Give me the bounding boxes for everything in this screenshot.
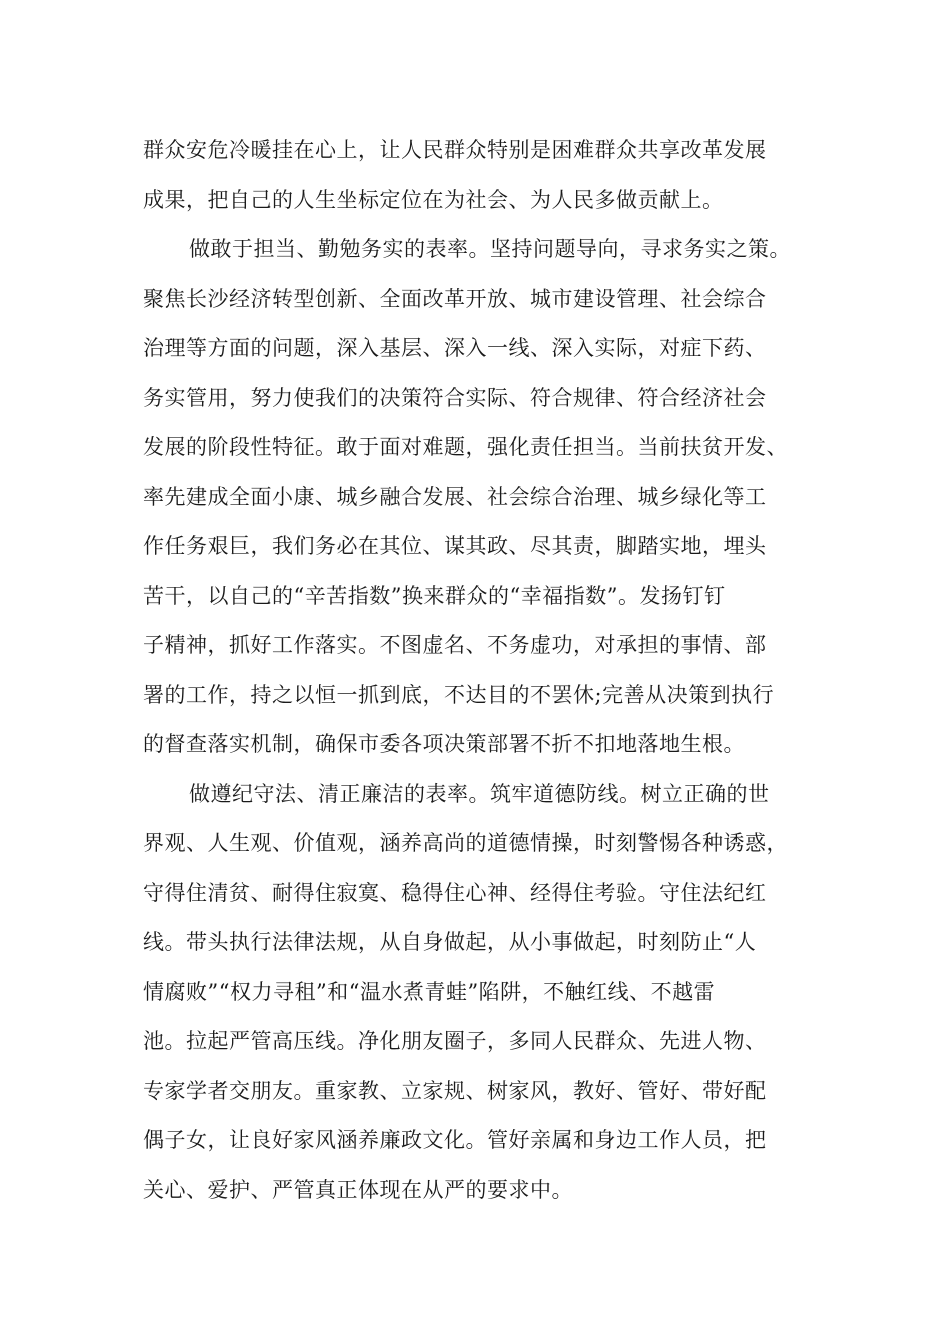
paragraph-1 — [143, 126, 815, 225]
text-line: 守得住清贫、耐得住寂寞、稳得住心神、经得住考验。守住法纪红 — [143, 880, 767, 905]
text-line: 聚焦长沙经济转型创新、全面改革开放、城市建设管理、社会综合 — [143, 286, 767, 311]
text-line: 子精神，抓好工作落实。不图虚名、不务虚功，对承担的事情、部 — [143, 633, 767, 657]
text-line: 界观、人生观、价值观，涵养高尚的道德情操，时刻警惕各种诱惑， — [143, 831, 788, 855]
body-text — [143, 126, 815, 1215]
text-line: 群众安危冷暖挂在心上，让人民群众特别是困难群众共享改革发展 — [143, 138, 767, 162]
text-line: 池。拉起严管高压线。净化朋友圈子，多同人民群众、先进人物、 — [143, 1029, 767, 1053]
text-line: 专家学者交朋友。重家教、立家规、树家风，教好、管好、带好配 — [143, 1078, 767, 1103]
text-line: 情腐败”“权力寻租”和“温水煮青蛙”陷阱，不触红线、不越雷 — [143, 979, 716, 1004]
text-line: 做遵纪守法、清正廉洁的表率。筑牢道德防线。树立正确的世 — [189, 781, 770, 806]
text-line: 务实管用，努力使我们的决策符合实际、符合规律、符合经济社会 — [143, 385, 767, 410]
text-line: 署的工作，持之以恒一抓到底，不达目的不罢休;完善从决策到执行 — [143, 682, 775, 707]
text-line: 的督查落实机制，确保市委各项决策部署不折不扣地落地生根。 — [143, 732, 745, 756]
text-line: 率先建成全面小康、城乡融合发展、社会综合治理、城乡绿化等工 — [143, 484, 767, 509]
text-line: 治理等方面的问题，深入基层、深入一线、深入实际，对症下药、 — [143, 336, 767, 360]
text-line: 关心、爱护、严管真正体现在从严的要求中。 — [143, 1177, 573, 1202]
text-line: 作任务艰巨，我们务必在其位、谋其政、尽其责，脚踏实地，埋头 — [143, 534, 767, 558]
text-line: 成果，把自己的人生坐标定位在为社会、为人民多做贡献上。 — [143, 187, 724, 212]
text-line: 做敢于担当、勤勉务实的表率。坚持问题导向，寻求务实之策。 — [189, 237, 791, 261]
text-line: 苦干，以自己的“辛苦指数”换来群众的“幸福指数”。发扬钉钉 — [143, 583, 726, 608]
paragraph-2 — [143, 225, 815, 770]
text-line: 线。带头执行法律法规，从自身做起，从小事做起，时刻防止“人 — [143, 930, 757, 954]
paragraph-3 — [143, 770, 815, 1216]
text-line: 偶子女，让良好家风涵养廉政文化。管好亲属和身边工作人员，把 — [143, 1128, 767, 1152]
text-line: 发展的阶段性特征。敢于面对难题，强化责任担当。当前扶贫开发、 — [143, 435, 788, 459]
